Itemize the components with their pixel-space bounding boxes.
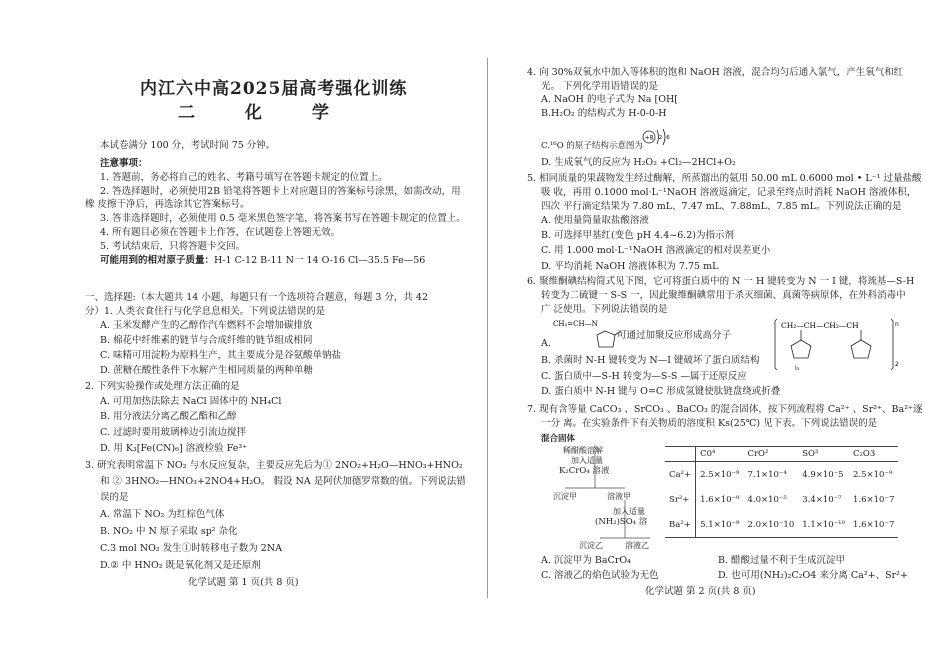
flow-step-label: 加入适量 [613, 507, 645, 516]
notice-line: 橡 皮擦干净后，再选涂其它答案标号。 [85, 199, 250, 210]
question-2-stem: 2. 下列实验操作或处理方法正确的是 [85, 381, 240, 392]
masses-values: H-1 C-12 B-11 N一 14 O-16 Cl—35.5 Fe—56 [214, 255, 426, 266]
q1-option-d: D. 蔗糖在酸性条件下水解产生相同质量的两种单糖 [100, 365, 313, 376]
bracket-left [775, 319, 777, 370]
polymer-subscript-2: 2 [895, 361, 899, 368]
flow-step-label: 加入适量 [571, 456, 603, 465]
flow-start: 混合固体 [541, 434, 576, 444]
q5-option-c: C. 用 1.000 mol·L⁻¹NaOH 溶液滴定的相对误差更小 [541, 245, 771, 256]
monomer-structure [553, 317, 623, 359]
ring-right [851, 340, 871, 358]
q1-option-c: C. 味精可用淀粉为原料生产，其主要成分是谷氨酸单钠盐 [100, 350, 341, 361]
flow-reagent: K₂CrO₄ 溶液 [559, 466, 610, 476]
ksp-table [665, 446, 898, 538]
notice-line: 4. 所有题目必须在答题卡上作答，在试题卷上答题无效。 [100, 227, 341, 238]
table-cell: 3.4×10⁻⁷ [802, 494, 842, 505]
povidone-iodine-structure [773, 316, 913, 374]
table-row [665, 462, 898, 488]
atom-structure-diagram [641, 126, 673, 148]
question-6-stem: 6. 聚维酮碘结构简式见下图，它可将蛋白质中的 N 一 H 键转变为 N 一 I 键，将巯基—S-H [527, 276, 915, 287]
table-cell: Ca²+ [665, 462, 696, 488]
ring-left [791, 340, 811, 358]
q4-option-a: A. NaOH 的电子式为 Na [OH[ [541, 94, 678, 105]
table-header-cell: C0⁴ [696, 447, 744, 462]
q5-option-b: B. 可选择甲基红(变色 pH 4.4~6.2)为指示剂 [541, 230, 735, 241]
q6-option-a: 可通过加聚反应形成高分子 [617, 330, 732, 341]
table-cell: 2.0×10⁻10 [743, 512, 798, 538]
table-header-cell: CrO² [743, 447, 798, 462]
question-5-stem: 吸 收，再用 0.1000 mol·L⁻¹NaOH 溶液返滴定，记录至终点时消耗 NaOH 溶液体积， [541, 187, 917, 198]
section-heading: 一、选择题:（本大题共 14 小题，每题只有一个选项符合题意，每题 3 分，共 42 [85, 292, 429, 303]
q5-option-d: D. 平均消耗 NaOH 溶液体积为 7.75 mL [541, 261, 719, 272]
exam-title: 内江六中高2025届高考强化训练 [140, 79, 408, 99]
flow-ppt-2: 沉淀乙 [579, 541, 603, 550]
table-header-cell [665, 447, 696, 462]
nucleus-charge: +8 [644, 134, 654, 142]
question-1-stem: 分）1. 人类衣食住行与化学息息相关。下列说法错误的是 [85, 306, 326, 317]
q2-option-d: D. 用 K₃[Fe(CN)₆] 溶液检验 Fe³⁺ [100, 443, 248, 454]
notice-line: 3. 答非选择题时，必须使用 0.5 毫米黑色签字笔，将答案书写在答题卡规定的位置上。 [100, 213, 466, 224]
score-info: 本试卷满分 100 分，考试时间 75 分钟。 [100, 140, 276, 151]
question-4-stem: 4. 向 30%双氧水中加入等体积的饱和 NaOH 溶液，混合均匀后通入氯气，产生氧气和红 [527, 67, 904, 78]
q3-option-c: C.3 mol NO₂ 发生①时转移电子数为 2NA [100, 543, 282, 554]
q1-option-b: B. 棉花中纤维素的链节与合成纤维的链节组成相同 [100, 335, 313, 346]
q2-option-c: C. 过滤时要用玻璃棒边引流边搅拌 [100, 427, 246, 438]
flow-solution-1: 溶液甲 [607, 492, 631, 501]
table-cell: 2.5×10⁻⁹ [853, 469, 893, 480]
flow-ppt-1: 沉淀甲 [553, 492, 577, 501]
q3-option-d: D.② 中 HNO₂ 既是氧化剂又是还原剂 [100, 560, 261, 571]
shell-1-count: 2 [658, 135, 663, 141]
iodine-label: I₃ [795, 365, 800, 372]
table-header-cell: SO² [798, 447, 849, 462]
question-7-stem: 一分 离。在实验条件下有关物质的溶度积 Ks(25℃) 见下表。下列说法错误的是 [541, 418, 878, 429]
q3-option-b: B. NO₂ 中 N 原子采取 sp² 杂化 [100, 526, 238, 537]
question-5-stem: 5. 相同质量的果蔬物发生经过酶解，所蒸馏出的氨用 50.00 mL 0.6000 mol • L⁻¹ 过量盐酸 [527, 173, 922, 184]
table-cell: 7.1×10⁻⁴ [747, 469, 787, 480]
masses-label: 可能用到的相对原子质量： [100, 255, 215, 266]
notice-line: 1. 答题前，务必将自己的姓名、考籍号填写在答题卡规定的位置上。 [100, 172, 388, 183]
q3-option-a: A. 常温下 NO₂ 为红棕色气体 [100, 509, 225, 520]
page-footer: 化学试题 第 2 页(共 8 页) [645, 586, 756, 597]
notice-line: 2. 答选择题时，必须使用2B 铅笔将答题卡上对应题目的答案标号涂黑，如需改动，用 [100, 186, 461, 197]
table-cell: 1.1×10⁻¹⁰ [798, 512, 849, 538]
flow-reagent: (NH₂)SO₄ 溶 [595, 517, 648, 527]
monomer-formula: CH₂=CH—N [553, 320, 598, 328]
pyrrolidone-ring [597, 331, 615, 347]
q7-option-c: C. 溶液乙的焰色试验为无色 [541, 570, 659, 581]
electron-shell [663, 129, 665, 145]
table-cell: 4.9×10⁻5 [802, 469, 844, 480]
bracket-right [891, 319, 893, 370]
table-cell: 1.6×10⁻⁹ [700, 494, 740, 505]
page-2 [475, 0, 950, 655]
q7-option-d: D. 也可用(NH₂)₂C₂O4 来分离 Ca²+、Sr²+ [718, 570, 908, 581]
table-cell: 4.0×10⁻⁵ [747, 494, 787, 505]
q7-option-b: B. 醋酸过量不利于生成沉淀甲 [718, 555, 846, 566]
polymer-chain: CH₂—CH—CH₂—CH [781, 321, 859, 330]
table-header-cell: C₂O3 [849, 447, 898, 462]
question-4-stem: 光。 下列化学用语错误的是 [541, 81, 659, 92]
table-cell: 5.1×10⁻⁹ [696, 512, 744, 538]
q6-option-a-label: A. [541, 338, 551, 349]
table-cell: 1.6×10⁻7 [853, 494, 895, 505]
polymer-subscript: n [895, 321, 899, 328]
flow-solution-2: 溶液乙 [625, 541, 649, 550]
question-5-stem: 四次 平行滴定结果为 7.80 mL、7.47 mL、7.88mL、7.85 mL。下列说法正确的是 [541, 201, 902, 212]
question-3-stem: 3. 研究表明常温下 NO₂ 与水反应复杂，主要反应先后为① 2NO₂+H₂O—HNO₃+HNO₂ [85, 460, 463, 471]
q4-option-b: B.H₂O₂ 的结构式为 H-0-0-H [541, 108, 667, 119]
q2-option-a: A. 可用加热法除去 NaCl 固体中的 NH₄Cl [100, 396, 282, 407]
table-cell: 1.6×10⁻7 [849, 512, 898, 538]
question-3-stem: 和 ② 3HNO₂—HNO₃+2NO4+H₂O。 假设 NA 是阿伏加德罗常数的值。下列说法错 [100, 476, 466, 487]
table-cell: Ba²+ [665, 512, 696, 538]
question-3-stem: 误的是 [100, 492, 129, 503]
table-row [665, 512, 898, 538]
q5-option-a: A. 使用量筒量取盐酸溶液 [541, 215, 649, 226]
table-cell: 2.5×10⁻⁹ [700, 469, 740, 480]
notice-title: 注意事项： [100, 158, 148, 169]
table-cell: Sr²+ [665, 487, 696, 512]
page-footer: 化学试题 第 1 页(共 8 页) [188, 577, 299, 588]
notice-line: 5. 考试结束后，只将答题卡交回。 [100, 241, 246, 252]
q6-option-b: B. 杀菌时 N-H 键转变为 N—I 键破坏了蛋白质结构 [541, 355, 760, 366]
table-row [665, 487, 898, 512]
q7-option-a: A. 沉淀甲为 BaCrO₄ [541, 555, 631, 566]
shell-2-count: 6 [666, 135, 670, 141]
q6-option-c: C. 蛋白质中—S-H 转变为—S-S —属于还原反应 [541, 371, 747, 382]
subject-title: 二 化 学 [178, 103, 351, 123]
flow-step-label: 稀醋酸溶解 [563, 446, 603, 455]
table-header-row [665, 447, 898, 462]
q4-option-d: D. 生成氧气的反应为 H₂O₂ +Cl₂—2HCl+O₂ [541, 157, 736, 168]
q6-option-d: D. 蛋白质中 N-H 键与 O=C 形成氢键使肽链盘绕或折叠 [541, 386, 781, 397]
q1-option-a: A. 玉米发酵产生的乙醇作汽车燃料不会增加碳排放 [100, 320, 313, 331]
question-6-stem: 广 泛使用。下列说法错误的是 [541, 304, 668, 315]
question-7-stem: 7. 现有含等量 CaCO₃ 、SrCO₃ 、BaCO₃ 的混合固体，按下列流程将 Ca²⁺ 、Sr²⁺、Ba²⁺逐 [527, 404, 923, 415]
q4-option-c: C.¹⁶O 的原子结构示意图为 [541, 141, 643, 151]
question-6-stem: 转变为二硫键一 S-S 一，因此聚维酮碘常用于杀灭细菌、真菌等病原体，在外科消毒中 [541, 290, 906, 301]
atomic-masses [100, 255, 425, 267]
q2-option-b: B. 用分液法分离乙酸乙酯和乙醇 [100, 411, 237, 422]
